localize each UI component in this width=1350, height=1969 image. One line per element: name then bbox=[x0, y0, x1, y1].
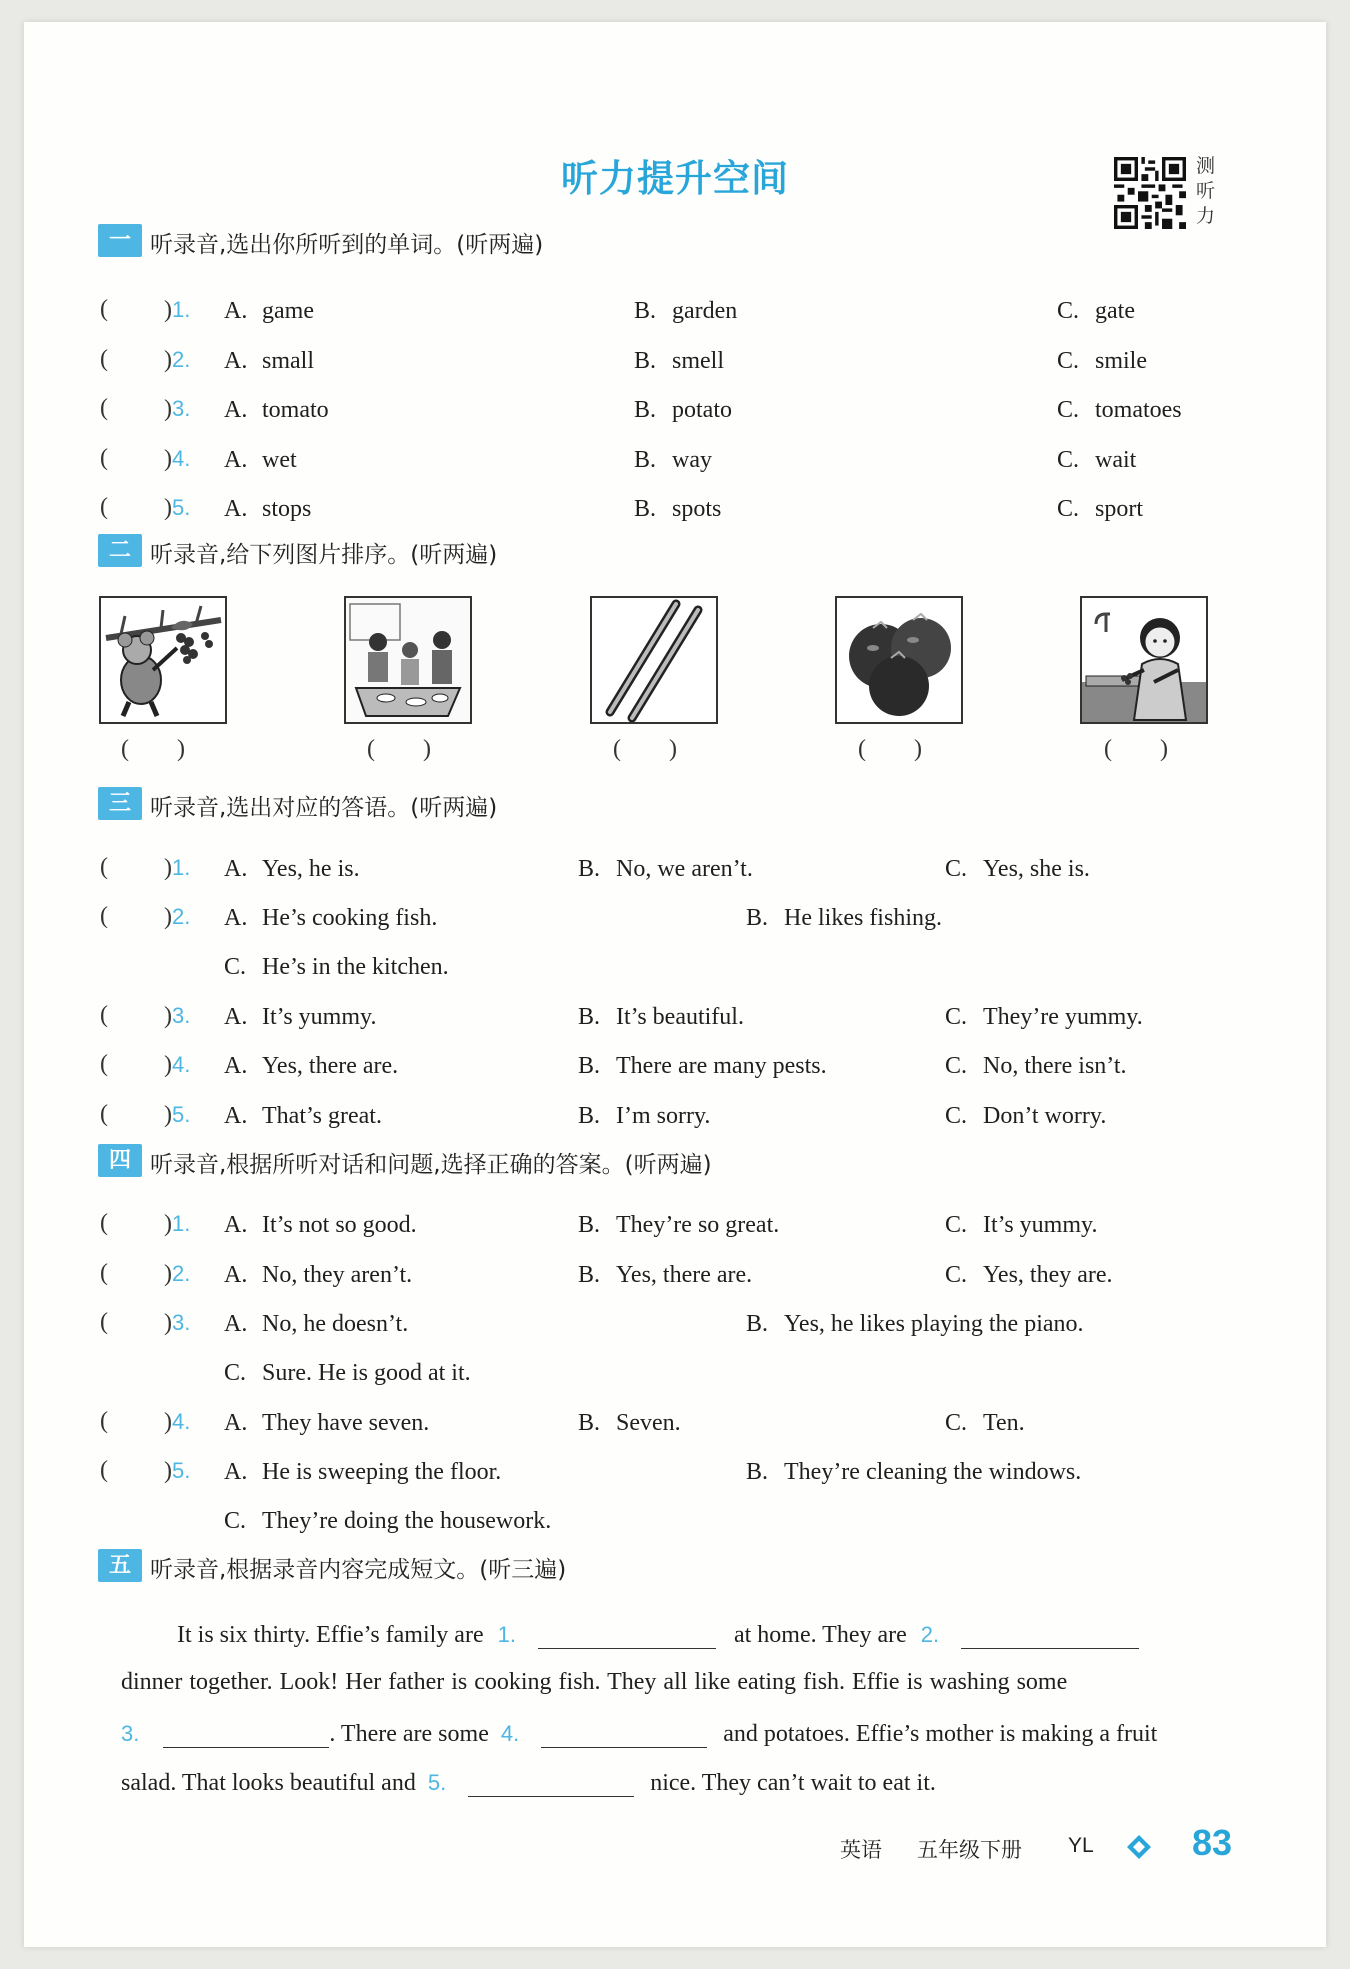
question-number bbox=[164, 297, 190, 324]
question-number bbox=[164, 1102, 190, 1129]
qr-code-icon bbox=[1114, 157, 1186, 229]
question-number-text: 2. bbox=[172, 904, 191, 929]
question-number bbox=[164, 904, 190, 931]
question-number-text: 4. bbox=[172, 445, 191, 471]
question-number-text: 2. bbox=[172, 346, 191, 372]
option-c-text[interactable]: It’s yummy. bbox=[983, 1212, 1098, 1238]
answer-paren-open[interactable]: ( bbox=[100, 345, 108, 372]
page-title: 听力提升空间 bbox=[561, 157, 789, 200]
tomatoes-icon bbox=[835, 596, 963, 724]
answer-paren-open[interactable]: ( bbox=[100, 1260, 108, 1286]
passage-text: nice. They can’t wait to eat it. bbox=[650, 1770, 936, 1796]
section-title: 听录音,选出对应的答语。(听两遍) bbox=[150, 795, 498, 821]
answer-paren-close: ) bbox=[164, 396, 172, 422]
option-a-text[interactable]: tomato bbox=[262, 397, 329, 423]
option-b-label: B. bbox=[746, 1311, 769, 1337]
fill-blank-5[interactable] bbox=[468, 1768, 634, 1797]
option-a-label: A. bbox=[224, 1262, 248, 1288]
option-a-label: A. bbox=[224, 1311, 248, 1337]
question-number bbox=[164, 495, 190, 522]
option-c-text[interactable]: Ten. bbox=[983, 1410, 1025, 1436]
answer-paren-close: ) bbox=[164, 1261, 172, 1287]
section-badge: 五 bbox=[98, 1549, 142, 1582]
fill-blank-4[interactable] bbox=[541, 1719, 707, 1748]
option-b-text[interactable]: Seven. bbox=[616, 1410, 681, 1436]
picture-answer-paren[interactable] bbox=[367, 736, 431, 763]
question-number bbox=[164, 347, 190, 374]
answer-paren-open[interactable]: ( bbox=[100, 1408, 108, 1434]
question-number bbox=[164, 446, 190, 473]
option-c-text[interactable]: They’re yummy. bbox=[983, 1004, 1143, 1030]
option-a-text[interactable]: They have seven. bbox=[262, 1410, 430, 1436]
answer-paren-open[interactable]: ( bbox=[100, 1101, 108, 1127]
answer-paren-open[interactable]: ( bbox=[100, 444, 108, 471]
answer-paren-close: ) bbox=[164, 1003, 172, 1029]
option-a-label: A. bbox=[224, 1410, 248, 1436]
option-a-label: A. bbox=[224, 347, 248, 374]
question-number bbox=[164, 1003, 190, 1030]
option-a-text[interactable]: It’s not so good. bbox=[262, 1212, 417, 1238]
paren-open: ( bbox=[367, 736, 375, 762]
option-b-text[interactable]: I’m sorry. bbox=[616, 1103, 711, 1129]
option-c-text[interactable]: Sure. He is good at it. bbox=[262, 1360, 471, 1386]
option-c-text[interactable]: sport bbox=[1095, 496, 1143, 522]
question-number-text: 5. bbox=[172, 1458, 191, 1483]
option-a-text[interactable]: No, he doesn’t. bbox=[262, 1311, 409, 1337]
question-number bbox=[164, 1211, 190, 1238]
option-a-text[interactable]: Yes, he is. bbox=[262, 856, 360, 882]
answer-paren-close: ) bbox=[164, 445, 172, 472]
option-c-text[interactable]: Yes, they are. bbox=[983, 1262, 1113, 1288]
question-number-text: 1. bbox=[172, 297, 191, 322]
question-number-text: 1. bbox=[172, 855, 191, 880]
qr-label: 测听力 bbox=[1196, 155, 1216, 227]
option-a-label: A. bbox=[224, 1004, 248, 1030]
option-c-text[interactable]: They’re doing the housework. bbox=[262, 1508, 552, 1534]
chopsticks-icon bbox=[590, 596, 718, 724]
option-a-label: A. bbox=[224, 1459, 248, 1485]
option-b-text[interactable]: smell bbox=[672, 347, 724, 374]
answer-paren-open[interactable]: ( bbox=[100, 1457, 108, 1483]
blank-number: 4. bbox=[500, 1721, 520, 1746]
section-title: 听录音,根据所听对话和问题,选择正确的答案。(听两遍) bbox=[150, 1152, 712, 1178]
question-number bbox=[164, 1458, 190, 1485]
fill-blank-3[interactable] bbox=[163, 1719, 329, 1748]
answer-paren-open[interactable]: ( bbox=[100, 1210, 108, 1236]
option-b-label: B. bbox=[634, 298, 657, 324]
option-a-label: A. bbox=[224, 298, 248, 324]
question-number bbox=[164, 396, 190, 423]
passage-line-2: dinner together. Look! Her father is cooking fish. They all like eating fish. Effie is washing some bbox=[121, 1669, 1068, 1695]
option-a-label: A. bbox=[224, 856, 248, 882]
grapes-picking-icon bbox=[99, 596, 227, 724]
option-c-text[interactable]: No, there isn’t. bbox=[983, 1053, 1127, 1079]
option-a-label: A. bbox=[224, 496, 248, 522]
answer-paren-open[interactable]: ( bbox=[100, 903, 108, 929]
option-b-text[interactable]: They’re so great. bbox=[616, 1212, 780, 1238]
girl-washing-icon bbox=[1080, 596, 1208, 724]
answer-paren-close: ) bbox=[164, 495, 172, 521]
passage-line-4 bbox=[121, 1768, 1241, 1797]
option-b-label: B. bbox=[634, 496, 657, 522]
answer-paren-open[interactable]: ( bbox=[100, 1051, 108, 1077]
option-b-label: B. bbox=[578, 1103, 601, 1129]
paren-close: ) bbox=[177, 736, 185, 762]
question-number bbox=[164, 855, 190, 882]
option-c-label: C. bbox=[945, 1410, 968, 1436]
option-a-text[interactable]: small bbox=[262, 347, 314, 374]
passage-text: at home. They are bbox=[733, 1622, 907, 1648]
section-title: 听录音,选出你所听到的单词。(听两遍) bbox=[150, 232, 544, 258]
option-c-text[interactable]: Yes, she is. bbox=[983, 856, 1090, 882]
answer-paren-close: ) bbox=[164, 1409, 172, 1435]
question-number-text: 4. bbox=[172, 1052, 191, 1077]
answer-paren-close: ) bbox=[164, 1310, 172, 1336]
option-b-label: B. bbox=[578, 1262, 601, 1288]
option-b-text[interactable]: way bbox=[672, 446, 712, 473]
option-c-text[interactable]: He’s in the kitchen. bbox=[262, 954, 449, 980]
option-c-label: C. bbox=[945, 1262, 968, 1288]
answer-paren-close: ) bbox=[164, 297, 172, 323]
option-a-text[interactable]: wet bbox=[262, 446, 297, 473]
option-b-text[interactable]: potato bbox=[672, 397, 732, 423]
answer-paren-open[interactable]: ( bbox=[100, 395, 108, 421]
option-b-label: B. bbox=[634, 446, 657, 473]
passage-text: and potatoes. Effie’s mother is making a fruit bbox=[723, 1721, 1158, 1747]
question-number-text: 4. bbox=[172, 1409, 191, 1434]
paren-open: ( bbox=[858, 736, 866, 762]
option-c-label: C. bbox=[224, 1508, 247, 1534]
option-b-label: B. bbox=[578, 1212, 601, 1238]
option-b-text[interactable]: Yes, he likes playing the piano. bbox=[784, 1311, 1084, 1337]
option-c-label: C. bbox=[1057, 347, 1080, 374]
option-a-label: A. bbox=[224, 1212, 248, 1238]
footer-grade: 五年级下册 bbox=[917, 1838, 1022, 1862]
option-b-label: B. bbox=[578, 856, 601, 882]
option-c-label: C. bbox=[945, 1103, 968, 1129]
question-number-text: 5. bbox=[172, 1102, 191, 1127]
option-b-text[interactable]: spots bbox=[672, 496, 722, 522]
worksheet-page bbox=[24, 22, 1326, 1947]
option-c-label: C. bbox=[945, 1212, 968, 1238]
option-a-text[interactable]: stops bbox=[262, 496, 312, 522]
fill-blank-2[interactable] bbox=[961, 1620, 1139, 1649]
question-number bbox=[164, 1052, 190, 1079]
option-b-label: B. bbox=[746, 905, 769, 931]
picture-answer-paren[interactable] bbox=[1104, 736, 1168, 763]
option-b-label: B. bbox=[634, 397, 657, 423]
passage-text: It is six thirty. Effie’s family are bbox=[177, 1622, 484, 1648]
picture-answer-paren[interactable] bbox=[121, 736, 185, 763]
question-number-text: 3. bbox=[172, 396, 191, 421]
answer-paren-open[interactable]: ( bbox=[100, 1002, 108, 1028]
option-a-label: A. bbox=[224, 1053, 248, 1079]
question-number bbox=[164, 1310, 190, 1337]
paren-open: ( bbox=[121, 736, 129, 762]
blank-number: 3. bbox=[121, 1721, 140, 1746]
option-a-text[interactable]: Yes, there are. bbox=[262, 1053, 399, 1079]
paren-open: ( bbox=[1104, 736, 1112, 762]
option-c-label: C. bbox=[1057, 397, 1080, 423]
option-b-text[interactable]: There are many pests. bbox=[616, 1053, 827, 1079]
option-c-text[interactable]: Don’t worry. bbox=[983, 1103, 1107, 1129]
question-number-text: 2. bbox=[172, 1261, 191, 1286]
answer-paren-close: ) bbox=[164, 1458, 172, 1484]
option-c-text[interactable]: gate bbox=[1095, 298, 1135, 324]
paren-close: ) bbox=[423, 736, 431, 762]
option-b-label: B. bbox=[578, 1410, 601, 1436]
option-b-label: B. bbox=[578, 1053, 601, 1079]
option-c-text[interactable]: smile bbox=[1095, 347, 1147, 374]
option-c-label: C. bbox=[1057, 446, 1080, 473]
option-c-text[interactable]: tomatoes bbox=[1095, 397, 1182, 423]
passage-line-1 bbox=[121, 1620, 1241, 1649]
picture-answer-paren[interactable] bbox=[858, 736, 922, 763]
option-a-label: A. bbox=[224, 446, 248, 473]
option-b-text[interactable]: garden bbox=[672, 298, 738, 324]
option-c-label: C. bbox=[945, 1004, 968, 1030]
option-c-label: C. bbox=[1057, 496, 1080, 522]
option-b-text[interactable]: Yes, there are. bbox=[616, 1262, 753, 1288]
option-c-text[interactable]: wait bbox=[1095, 446, 1137, 473]
option-a-text[interactable]: He’s cooking fish. bbox=[262, 905, 438, 931]
section-badge: 四 bbox=[98, 1144, 142, 1177]
option-b-text[interactable]: No, we aren’t. bbox=[616, 856, 753, 882]
footer-subject: 英语 bbox=[840, 1838, 882, 1862]
section-title: 听录音,根据录音内容完成短文。(听三遍) bbox=[150, 1557, 567, 1583]
family-dinner-icon bbox=[344, 596, 472, 724]
section-badge: 二 bbox=[98, 534, 142, 567]
option-a-text[interactable]: No, they aren’t. bbox=[262, 1262, 413, 1288]
answer-paren-open[interactable]: ( bbox=[100, 494, 108, 520]
fill-blank-1[interactable] bbox=[538, 1620, 716, 1649]
option-a-label: A. bbox=[224, 397, 248, 423]
paren-close: ) bbox=[1160, 736, 1168, 762]
option-a-label: A. bbox=[224, 905, 248, 931]
answer-paren-close: ) bbox=[164, 1102, 172, 1128]
question-number-text: 3. bbox=[172, 1003, 191, 1028]
section-badge: 一 bbox=[98, 224, 142, 257]
option-a-text[interactable]: That’s great. bbox=[262, 1103, 382, 1129]
blank-number: 2. bbox=[920, 1622, 940, 1647]
option-b-text[interactable]: They’re cleaning the windows. bbox=[784, 1459, 1082, 1485]
option-b-label: B. bbox=[634, 347, 657, 374]
question-number bbox=[164, 1261, 190, 1288]
question-number-text: 3. bbox=[172, 1310, 191, 1335]
answer-paren-close: ) bbox=[164, 904, 172, 930]
section-badge: 三 bbox=[98, 787, 142, 820]
passage-line-3 bbox=[121, 1719, 1241, 1748]
option-c-label: C. bbox=[224, 954, 247, 980]
passage-text: . There are some bbox=[329, 1721, 489, 1747]
page-number: 83 bbox=[1192, 1822, 1233, 1863]
option-c-label: C. bbox=[224, 1360, 247, 1386]
option-a-text[interactable]: He is sweeping the floor. bbox=[262, 1459, 502, 1485]
option-a-text[interactable]: game bbox=[262, 298, 314, 324]
question-number-text: 5. bbox=[172, 495, 191, 520]
paren-close: ) bbox=[914, 736, 922, 762]
passage-text: salad. That looks beautiful and bbox=[121, 1770, 416, 1796]
footer-edition: YL bbox=[1068, 1834, 1094, 1857]
paren-open: ( bbox=[613, 736, 621, 762]
option-c-label: C. bbox=[945, 856, 968, 882]
answer-paren-open[interactable]: ( bbox=[100, 296, 108, 322]
blank-number: 1. bbox=[497, 1622, 516, 1647]
answer-paren-open[interactable]: ( bbox=[100, 1309, 108, 1335]
answer-paren-close: ) bbox=[164, 855, 172, 881]
option-b-label: B. bbox=[746, 1459, 769, 1485]
question-number bbox=[164, 1409, 190, 1436]
option-a-text[interactable]: It’s yummy. bbox=[262, 1004, 377, 1030]
option-a-label: A. bbox=[224, 1103, 248, 1129]
paren-close: ) bbox=[669, 736, 677, 762]
option-b-text[interactable]: It’s beautiful. bbox=[616, 1004, 744, 1030]
question-number-text: 1. bbox=[172, 1211, 191, 1236]
diamond-icon bbox=[1124, 1832, 1154, 1862]
section-title: 听录音,给下列图片排序。(听两遍) bbox=[150, 542, 498, 568]
blank-number: 5. bbox=[427, 1770, 447, 1795]
answer-paren-open[interactable]: ( bbox=[100, 854, 108, 880]
answer-paren-close: ) bbox=[164, 1052, 172, 1078]
picture-answer-paren[interactable] bbox=[613, 736, 677, 763]
answer-paren-close: ) bbox=[164, 1211, 172, 1237]
option-b-text[interactable]: He likes fishing. bbox=[784, 905, 942, 931]
option-b-label: B. bbox=[578, 1004, 601, 1030]
answer-paren-close: ) bbox=[164, 346, 172, 373]
option-c-label: C. bbox=[945, 1053, 968, 1079]
option-c-label: C. bbox=[1057, 298, 1080, 324]
